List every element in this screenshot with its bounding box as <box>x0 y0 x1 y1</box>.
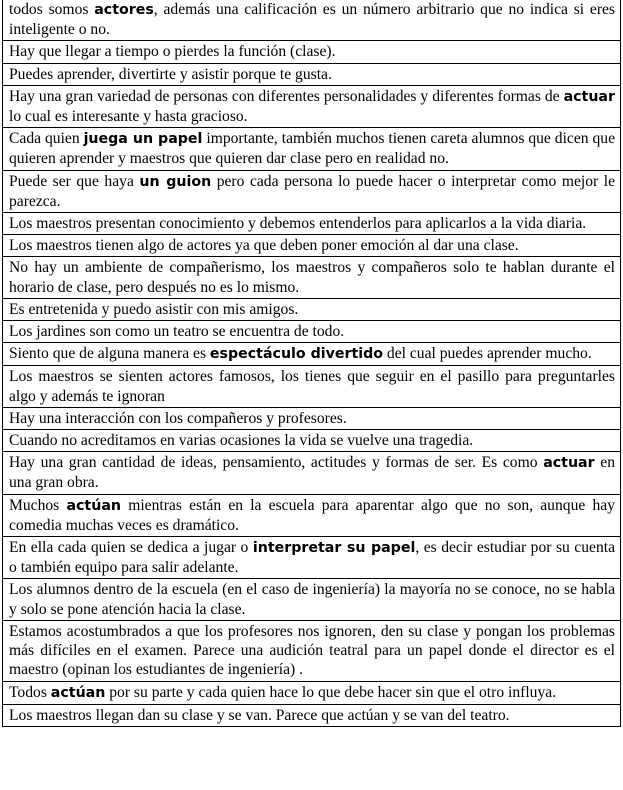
text-segment: en una gran obra. <box>9 454 615 492</box>
table-row <box>3 366 621 407</box>
emphasized-text: interpretar su papel <box>252 540 416 557</box>
text-segment: Los jardines son como un teatro se encuentra de todo. <box>9 323 345 341</box>
response-cell <box>3 407 621 429</box>
text-segment: Es entretenida y puedo asistir con mis amigos. <box>9 300 299 318</box>
text-segment: Hay una gran variedad de personas con diferentes personalidades y diferentes formas de <box>9 87 564 105</box>
table-row <box>3 257 621 298</box>
emphasized-text: actúan <box>66 497 121 514</box>
responses-table <box>2 0 621 727</box>
response-cell <box>3 452 621 494</box>
emphasized-text: actuar <box>563 88 615 105</box>
table-row <box>3 41 621 63</box>
table-row <box>3 213 621 235</box>
text-segment: Los maestros se sienten actores famosos, los tienes que seguir en el pasillo para preguntarles algo y además te ignoran <box>9 368 615 405</box>
text-segment: En ella cada quien se dedica a jugar o <box>9 539 253 557</box>
table-row <box>3 298 621 320</box>
response-cell <box>3 681 621 704</box>
table-row <box>3 704 621 726</box>
table-row <box>3 681 621 704</box>
response-cell <box>3 63 621 85</box>
text-segment: mientras están en la escuela para aparentar algo que no son, aunque hay comedia muchas veces es dramático. <box>9 496 615 534</box>
text-segment: Hay una gran cantidad de ideas, pensamiento, actitudes y formas de ser. Es como <box>9 454 544 472</box>
response-cell <box>3 579 621 620</box>
table-row <box>3 620 621 681</box>
response-cell <box>3 170 621 212</box>
text-segment: No hay un ambiente de compañerismo, los maestros y compañeros solo te hablan durante el horario de clase, pero después no es lo mismo. <box>9 259 615 296</box>
table-row <box>3 452 621 494</box>
table-row <box>3 0 621 41</box>
response-cell <box>3 537 621 579</box>
text-segment: Hay que llegar a tiempo o pierdes la función (clase). <box>9 43 336 61</box>
response-cell <box>3 0 621 41</box>
text-segment: Puedes aprender, divertirte y asistir porque te gusta. <box>9 65 332 83</box>
text-segment: Estamos acostumbrados a que los profesores nos ignoren, den su clase y pongan los problemas más difíciles en el examen. Parece una audición teatral para un papel donde el director es el maestro (opinan los estudiantes de ingeniería) . <box>9 622 615 679</box>
response-cell <box>3 85 621 127</box>
text-segment: Cada quien <box>9 130 84 148</box>
emphasized-text: actúan <box>50 684 106 701</box>
text-segment: , es decir estudiar por su cuenta o también equipo para salir adelante. <box>9 539 615 577</box>
response-cell <box>3 257 621 298</box>
response-cell <box>3 494 621 536</box>
table-row <box>3 407 621 429</box>
response-cell <box>3 298 621 320</box>
text-segment: todos somos <box>9 1 95 18</box>
table-row <box>3 430 621 452</box>
text-segment: Siento que de alguna manera es <box>9 345 210 363</box>
text-segment: pero cada persona lo puede hacer o interpretar como mejor le parezca. <box>9 172 616 210</box>
emphasized-text: actores <box>94 2 154 18</box>
table-row <box>3 494 621 536</box>
text-segment: , además una calificación es un número arbitrario que no indica si eres inteligente o no. <box>9 1 615 39</box>
response-cell <box>3 343 621 366</box>
responses-table-body <box>3 0 621 726</box>
response-cell <box>3 235 621 257</box>
response-cell <box>3 321 621 343</box>
emphasized-text: juega un papel <box>83 131 203 148</box>
table-row <box>3 170 621 212</box>
text-segment: Los maestros llegan dan su clase y se van. Parece que actúan y se van del teatro. <box>9 706 510 724</box>
text-segment: Cuando no acreditamos en varias ocasiones la vida se vuelve una tragedia. <box>9 432 474 450</box>
text-segment: Los maestros presentan conocimiento y debemos entenderlos para aplicarlos a la vida diaria. <box>9 215 587 233</box>
response-cell <box>3 128 621 170</box>
table-row <box>3 235 621 257</box>
emphasized-text: espectáculo divertido <box>209 346 384 363</box>
table-row <box>3 343 621 366</box>
text-segment: Hay una interacción con los compañeros y profesores. <box>9 409 347 427</box>
text-segment: Puede ser que haya <box>9 172 140 190</box>
response-cell <box>3 430 621 452</box>
table-row <box>3 128 621 170</box>
text-segment: Muchos <box>9 496 67 514</box>
emphasized-text: actuar <box>543 455 595 472</box>
table-row <box>3 537 621 579</box>
response-cell <box>3 620 621 681</box>
text-segment: lo cual es interesante y hasta gracioso. <box>9 108 248 126</box>
response-cell <box>3 366 621 407</box>
text-segment: del cual puedes aprender mucho. <box>383 345 592 363</box>
text-segment: importante, también muchos tienen careta alumnos que dicen que quieren aprender y maestros que quieren dar clase pero en realidad no. <box>9 130 616 168</box>
response-cell <box>3 41 621 63</box>
text-segment: Los maestros tienen algo de actores ya que deben poner emoción al dar una clase. <box>9 237 519 255</box>
emphasized-text: un guion <box>139 173 212 190</box>
table-row <box>3 321 621 343</box>
table-row <box>3 63 621 85</box>
table-row <box>3 85 621 127</box>
text-segment: Todos <box>9 683 51 701</box>
response-cell <box>3 704 621 726</box>
table-row <box>3 579 621 620</box>
response-cell <box>3 213 621 235</box>
text-segment: Los alumnos dentro de la escuela (en el caso de ingeniería) la mayoría no se conoce, no se habla y solo se pone atención hacia la clase. <box>9 581 615 618</box>
text-segment: por su parte y cada quien hace lo que debe hacer sin que el otro influya. <box>105 683 557 701</box>
